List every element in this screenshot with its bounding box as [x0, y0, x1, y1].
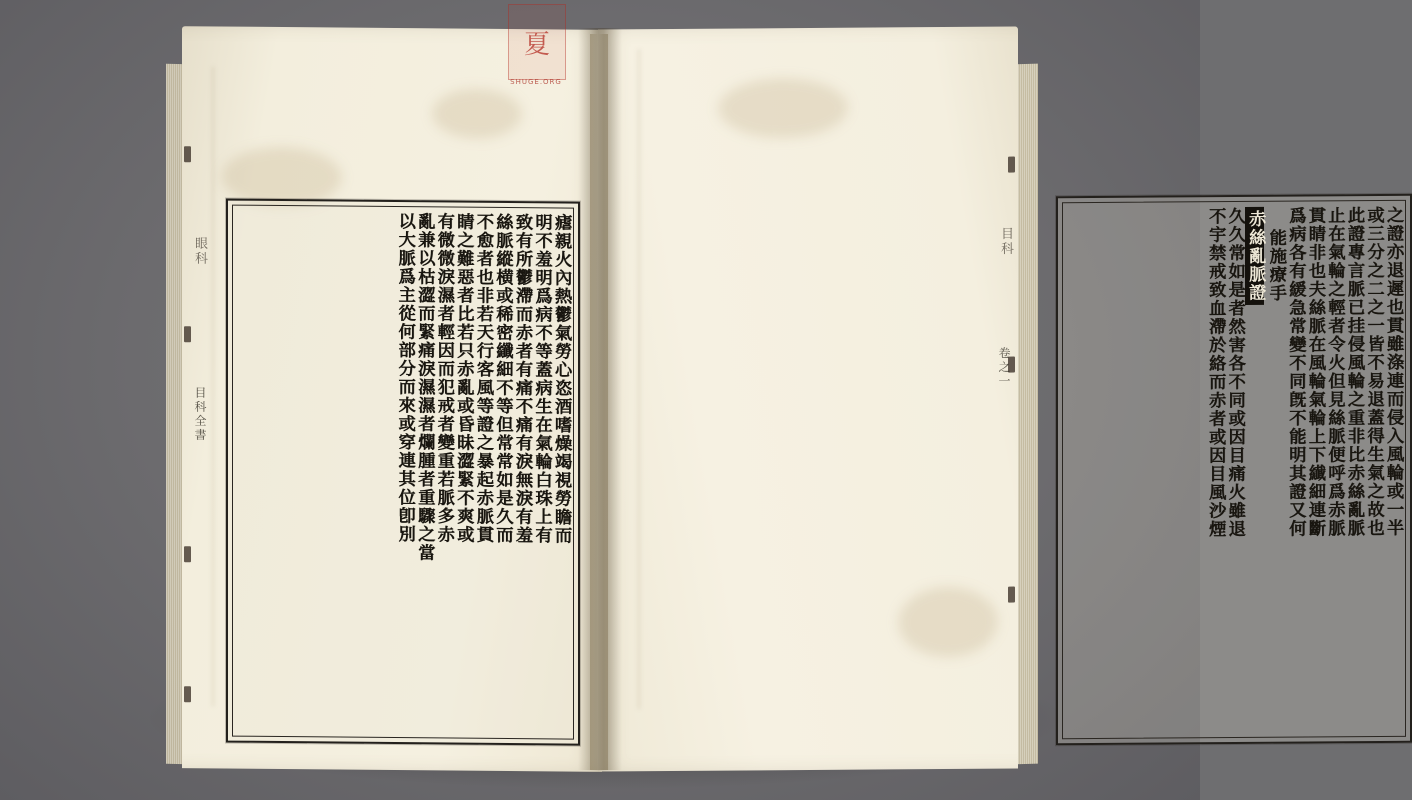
text-column: 止在氣輪之輕者令火但見絲脈便呼爲赤脈: [1324, 206, 1345, 538]
binding-stitch: [184, 326, 191, 342]
binding-stitch: [184, 146, 191, 162]
text-frame-left: [226, 199, 580, 746]
text-columns-left: [236, 211, 570, 736]
paper-crease: [212, 66, 214, 706]
text-column: 不愈者也非若天行客風等證之暴起赤脈貫: [472, 212, 493, 545]
paper-stain: [432, 88, 522, 139]
text-column: 致有所鬱滯而赤者有痛不痛有淚無淚有羞: [511, 213, 532, 545]
text-column: 貫睛非也夫絲脈在風輪氣輪上下纎細連斷: [1304, 206, 1325, 538]
text-column: 能施療手: [1265, 228, 1286, 303]
text-column: 睛之難惡者比若只赤亂或昏昧澀緊不爽或: [453, 212, 474, 544]
paper-stain: [718, 78, 848, 139]
open-book: [160, 28, 1403, 770]
text-column: 爲病各有緩急常變不同旣不能明其證又何: [1285, 206, 1306, 538]
text-column: 之證亦退遲也貫雖涤連而侵入風輪或一半: [1383, 205, 1403, 538]
text-frame-right: [1056, 194, 1412, 745]
binding-stitch: [184, 686, 191, 702]
text-column: 有微微淚濕者輕因而犯戒者變重若脈多赤: [433, 212, 454, 544]
text-column: 不宇禁戒致血滯於絡而赤者或因目風沙煙: [1205, 207, 1226, 539]
text-column: 瘧親火內熱鬱氣勞心恣酒嗜燥竭視勞瞻而: [551, 213, 571, 545]
text-column: 亂兼以枯澀而緊痛淚濕濕者爛腫者重驟之當: [414, 212, 435, 562]
paper-stain: [898, 587, 998, 658]
binding-stitch: [1008, 587, 1015, 603]
text-column: 絲脈縱横或稀密纖細不等但常常如是久而: [492, 212, 513, 545]
text-column: 此證專言脈已挂侵風輪之重非比赤絲亂脈: [1343, 206, 1364, 538]
right-page-side-label: 卷之一: [997, 346, 1011, 389]
text-column: 或三分之二之一皆不易退蓋得生氣之故也: [1363, 205, 1384, 538]
text-column: 以大脈爲主從何部分而來或穿連其位卽別: [394, 212, 415, 544]
text-column-heading: [1244, 207, 1266, 734]
red-seal-icon: 夏: [508, 4, 566, 80]
section-heading-cartouche: 赤絲亂脈證: [1245, 207, 1265, 305]
right-page-margin-label: 目科: [998, 226, 1013, 257]
binding-stitch: [1008, 157, 1015, 173]
binding-stitch: [184, 546, 191, 562]
seal-caption: SHUGE.ORG: [510, 78, 562, 86]
page-left: [182, 26, 602, 772]
book-gutter: [590, 34, 608, 770]
left-page-side-label: 目科全書: [193, 386, 207, 443]
paper-crease: [638, 49, 640, 709]
text-column: 明不羞明爲病不等蓋病生在氣輪白珠上有: [531, 213, 552, 545]
text-columns-right: [1066, 206, 1402, 735]
text-column: 久久常如是者然害各不同或因目痛火雖退: [1224, 206, 1245, 539]
page-right: [598, 27, 1403, 772]
left-page-margin-label: 眼科: [192, 236, 207, 267]
